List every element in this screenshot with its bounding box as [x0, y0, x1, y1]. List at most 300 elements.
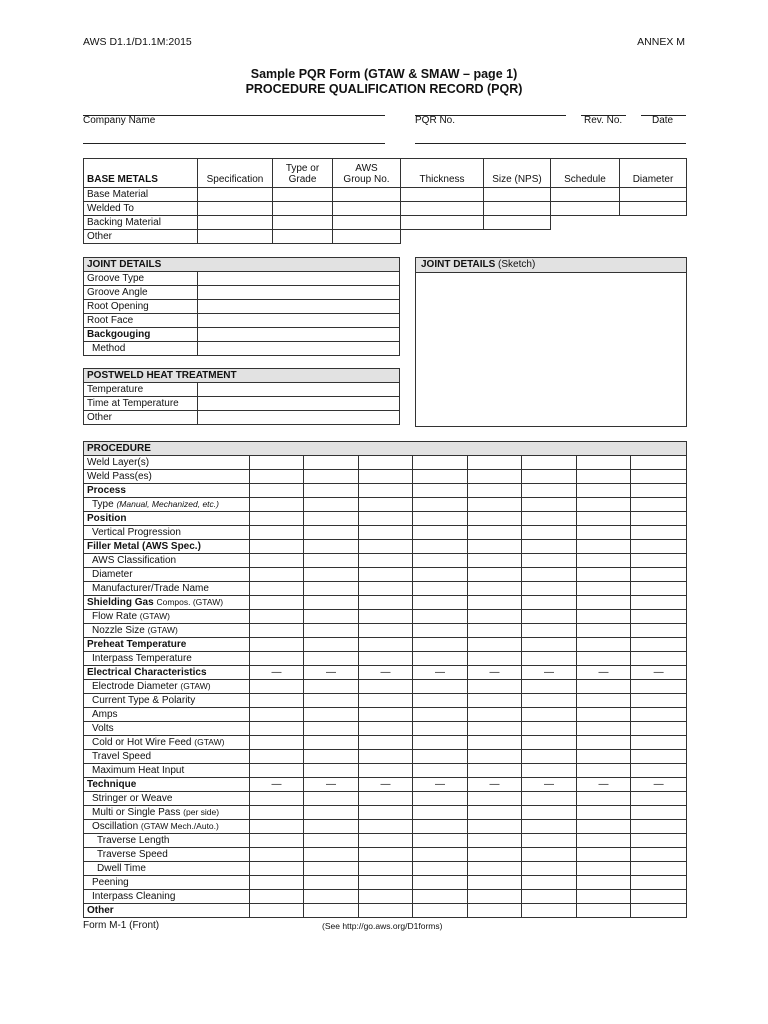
procedure-input-cell[interactable] — [304, 638, 359, 652]
pwht-input-cell[interactable] — [198, 383, 400, 397]
procedure-input-cell[interactable] — [304, 568, 359, 582]
procedure-input-cell[interactable] — [468, 820, 522, 834]
procedure-input-cell[interactable] — [577, 652, 631, 666]
joint-details-input-cell[interactable] — [198, 314, 400, 328]
joint-sketch-box[interactable] — [415, 257, 687, 427]
base-metals-input-cell[interactable] — [401, 216, 484, 230]
procedure-input-cell[interactable] — [631, 540, 687, 554]
procedure-input-cell[interactable] — [577, 904, 631, 918]
procedure-input-cell[interactable] — [468, 456, 522, 470]
procedure-row-label — [84, 862, 250, 876]
procedure-row-label-text: Weld Pass(es) — [87, 470, 152, 482]
procedure-input-cell[interactable] — [250, 498, 304, 512]
procedure-input-cell[interactable] — [577, 680, 631, 694]
procedure-input-cell[interactable] — [522, 568, 577, 582]
procedure-input-cell[interactable] — [413, 764, 468, 778]
procedure-input-cell[interactable] — [468, 652, 522, 666]
procedure-input-cell[interactable] — [413, 680, 468, 694]
procedure-input-cell[interactable] — [577, 890, 631, 904]
procedure-input-cell[interactable] — [577, 596, 631, 610]
procedure-input-cell[interactable] — [413, 806, 468, 820]
joint-details-input-cell[interactable] — [198, 300, 400, 314]
base-metals-input-cell[interactable] — [401, 202, 484, 216]
procedure-input-cell[interactable] — [522, 764, 577, 778]
procedure-input-cell[interactable] — [304, 862, 359, 876]
procedure-input-cell[interactable] — [250, 456, 304, 470]
procedure-input-cell[interactable] — [631, 652, 687, 666]
procedure-input-cell[interactable] — [304, 890, 359, 904]
procedure-input-cell[interactable] — [522, 554, 577, 568]
procedure-input-cell[interactable] — [413, 834, 468, 848]
procedure-input-cell[interactable] — [304, 694, 359, 708]
procedure-input-cell[interactable] — [522, 596, 577, 610]
procedure-input-cell[interactable] — [359, 498, 413, 512]
procedure-input-cell[interactable] — [631, 792, 687, 806]
procedure-input-cell[interactable] — [577, 862, 631, 876]
procedure-input-cell[interactable] — [468, 806, 522, 820]
procedure-input-cell[interactable] — [304, 708, 359, 722]
procedure-input-cell[interactable] — [522, 750, 577, 764]
procedure-input-cell[interactable] — [413, 582, 468, 596]
procedure-input-cell[interactable] — [631, 610, 687, 624]
procedure-input-cell[interactable] — [468, 750, 522, 764]
procedure-input-cell[interactable] — [250, 582, 304, 596]
procedure-input-cell[interactable] — [304, 610, 359, 624]
procedure-input-cell[interactable] — [631, 708, 687, 722]
procedure-input-cell[interactable] — [359, 736, 413, 750]
base-metals-input-cell[interactable] — [551, 188, 620, 202]
base-metals-input-cell[interactable] — [273, 202, 333, 216]
procedure-input-cell[interactable] — [359, 862, 413, 876]
procedure-input-cell[interactable] — [468, 680, 522, 694]
joint-details-input-cell[interactable] — [198, 328, 400, 342]
procedure-input-cell[interactable] — [359, 568, 413, 582]
procedure-input-cell[interactable] — [250, 708, 304, 722]
procedure-input-cell[interactable] — [250, 624, 304, 638]
procedure-input-cell[interactable] — [631, 498, 687, 512]
procedure-input-cell[interactable] — [359, 624, 413, 638]
procedure-row-label — [84, 610, 250, 624]
procedure-input-cell[interactable] — [413, 484, 468, 498]
procedure-input-cell[interactable] — [250, 484, 304, 498]
procedure-input-cell[interactable] — [631, 806, 687, 820]
procedure-input-cell[interactable] — [522, 484, 577, 498]
joint-details-input-cell[interactable] — [198, 272, 400, 286]
procedure-input-cell[interactable] — [631, 694, 687, 708]
procedure-input-cell[interactable] — [577, 456, 631, 470]
procedure-input-cell[interactable] — [522, 862, 577, 876]
procedure-input-cell[interactable] — [522, 610, 577, 624]
procedure-input-cell[interactable] — [359, 554, 413, 568]
procedure-input-cell[interactable] — [250, 750, 304, 764]
procedure-input-cell[interactable] — [359, 848, 413, 862]
procedure-input-cell[interactable] — [359, 456, 413, 470]
procedure-input-cell[interactable] — [522, 512, 577, 526]
procedure-input-cell[interactable] — [631, 890, 687, 904]
procedure-input-cell[interactable] — [577, 582, 631, 596]
procedure-input-cell[interactable] — [250, 540, 304, 554]
procedure-input-cell[interactable] — [631, 876, 687, 890]
base-metals-input-cell[interactable] — [484, 202, 551, 216]
procedure-row-label — [84, 722, 250, 736]
procedure-input-cell[interactable] — [250, 568, 304, 582]
procedure-row-label — [84, 638, 250, 652]
procedure-input-cell[interactable] — [468, 582, 522, 596]
procedure-input-cell[interactable] — [304, 540, 359, 554]
procedure-input-cell[interactable] — [522, 708, 577, 722]
procedure-input-cell[interactable] — [304, 554, 359, 568]
procedure-input-cell[interactable] — [468, 512, 522, 526]
procedure-input-cell[interactable] — [359, 652, 413, 666]
procedure-input-cell[interactable] — [359, 806, 413, 820]
procedure-input-cell[interactable] — [468, 834, 522, 848]
procedure-input-cell[interactable] — [468, 792, 522, 806]
procedure-input-cell[interactable] — [359, 834, 413, 848]
procedure-input-cell[interactable] — [522, 498, 577, 512]
procedure-input-cell[interactable] — [304, 876, 359, 890]
procedure-input-cell[interactable] — [304, 722, 359, 736]
procedure-input-cell[interactable] — [413, 862, 468, 876]
procedure-input-cell[interactable] — [577, 722, 631, 736]
procedure-input-cell[interactable] — [522, 680, 577, 694]
procedure-input-cell[interactable] — [631, 820, 687, 834]
procedure-input-cell[interactable] — [413, 456, 468, 470]
procedure-input-cell[interactable] — [468, 722, 522, 736]
base-metals-input-cell[interactable] — [198, 230, 273, 244]
procedure-input-cell[interactable] — [577, 764, 631, 778]
base-metals-input-cell[interactable] — [273, 216, 333, 230]
procedure-input-cell[interactable] — [304, 806, 359, 820]
procedure-input-cell[interactable] — [522, 736, 577, 750]
procedure-input-cell[interactable] — [468, 470, 522, 484]
procedure-input-cell[interactable] — [304, 834, 359, 848]
procedure-input-cell[interactable] — [468, 526, 522, 540]
procedure-input-cell[interactable] — [304, 736, 359, 750]
procedure-input-cell[interactable] — [359, 610, 413, 624]
procedure-input-cell[interactable] — [577, 568, 631, 582]
procedure-input-cell[interactable] — [413, 596, 468, 610]
procedure-input-cell[interactable] — [359, 750, 413, 764]
procedure-input-cell[interactable] — [304, 582, 359, 596]
procedure-input-cell[interactable] — [304, 484, 359, 498]
procedure-input-cell[interactable] — [577, 512, 631, 526]
procedure-input-cell[interactable] — [631, 512, 687, 526]
procedure-input-cell[interactable] — [304, 596, 359, 610]
procedure-input-cell[interactable] — [522, 806, 577, 820]
procedure-input-cell[interactable] — [304, 750, 359, 764]
pqr-info-line-2[interactable] — [415, 143, 686, 144]
procedure-input-cell[interactable] — [631, 582, 687, 596]
base-metals-input-cell[interactable] — [333, 216, 401, 230]
procedure-input-cell[interactable] — [522, 526, 577, 540]
procedure-input-cell[interactable] — [522, 904, 577, 918]
procedure-input-cell[interactable] — [522, 624, 577, 638]
procedure-input-cell[interactable] — [522, 694, 577, 708]
joint-details-input-cell[interactable] — [198, 342, 400, 356]
procedure-input-cell[interactable] — [577, 484, 631, 498]
procedure-input-cell[interactable] — [577, 876, 631, 890]
procedure-input-cell[interactable] — [468, 610, 522, 624]
base-metals-col-header: Schedule — [551, 159, 620, 188]
procedure-input-cell[interactable] — [522, 820, 577, 834]
procedure-row-label — [84, 680, 250, 694]
procedure-input-cell[interactable] — [631, 848, 687, 862]
base-metals-input-cell[interactable] — [333, 230, 401, 244]
procedure-input-cell[interactable] — [413, 750, 468, 764]
procedure-input-cell[interactable] — [359, 680, 413, 694]
form-subtitle: PROCEDURE QUALIFICATION RECORD (PQR) — [245, 82, 523, 96]
procedure-input-cell[interactable] — [250, 554, 304, 568]
procedure-input-cell[interactable] — [631, 638, 687, 652]
procedure-header: PROCEDURE — [84, 442, 687, 456]
procedure-input-cell[interactable] — [413, 526, 468, 540]
procedure-input-cell[interactable] — [631, 624, 687, 638]
procedure-row-label-text: Position — [87, 512, 127, 524]
procedure-input-cell[interactable] — [522, 638, 577, 652]
procedure-input-cell[interactable] — [522, 540, 577, 554]
procedure-input-cell[interactable] — [522, 652, 577, 666]
procedure-input-cell[interactable] — [250, 862, 304, 876]
procedure-input-cell[interactable] — [304, 820, 359, 834]
base-metals-input-cell[interactable] — [401, 188, 484, 202]
procedure-input-cell[interactable] — [250, 792, 304, 806]
procedure-input-cell[interactable] — [304, 904, 359, 918]
procedure-input-cell[interactable] — [577, 526, 631, 540]
procedure-input-cell[interactable] — [522, 792, 577, 806]
procedure-input-cell[interactable] — [413, 708, 468, 722]
procedure-input-cell[interactable] — [359, 708, 413, 722]
procedure-input-cell[interactable] — [413, 848, 468, 862]
base-metals-input-cell[interactable] — [551, 202, 620, 216]
procedure-input-cell[interactable] — [413, 736, 468, 750]
procedure-input-cell[interactable] — [304, 512, 359, 526]
procedure-input-cell[interactable] — [468, 596, 522, 610]
procedure-input-cell[interactable] — [359, 526, 413, 540]
procedure-input-cell[interactable] — [577, 624, 631, 638]
base-metals-input-cell[interactable] — [333, 202, 401, 216]
procedure-input-cell[interactable] — [577, 540, 631, 554]
procedure-input-cell[interactable] — [250, 638, 304, 652]
procedure-input-cell[interactable] — [631, 722, 687, 736]
procedure-input-cell[interactable] — [631, 554, 687, 568]
procedure-input-cell[interactable] — [359, 582, 413, 596]
procedure-input-cell[interactable] — [413, 904, 468, 918]
procedure-input-cell[interactable] — [468, 694, 522, 708]
procedure-input-cell[interactable] — [631, 862, 687, 876]
procedure-input-cell[interactable] — [250, 512, 304, 526]
company-name-line-2[interactable] — [83, 143, 385, 144]
pwht-header-row — [84, 369, 400, 383]
procedure-input-cell[interactable] — [250, 904, 304, 918]
procedure-input-cell[interactable] — [468, 736, 522, 750]
base-metals-col-header: Size (NPS) — [484, 159, 551, 188]
procedure-input-cell[interactable] — [413, 694, 468, 708]
procedure-input-cell[interactable] — [250, 596, 304, 610]
procedure-input-cell[interactable] — [304, 764, 359, 778]
procedure-input-cell[interactable] — [304, 470, 359, 484]
procedure-input-cell[interactable] — [359, 484, 413, 498]
procedure-input-cell[interactable] — [304, 848, 359, 862]
procedure-input-cell[interactable] — [359, 792, 413, 806]
procedure-input-cell[interactable] — [250, 764, 304, 778]
procedure-input-cell[interactable] — [359, 638, 413, 652]
procedure-input-cell[interactable] — [413, 568, 468, 582]
procedure-input-cell[interactable] — [250, 736, 304, 750]
procedure-input-cell[interactable] — [631, 470, 687, 484]
procedure-input-cell[interactable] — [359, 890, 413, 904]
procedure-input-cell[interactable] — [359, 596, 413, 610]
procedure-input-cell[interactable] — [468, 624, 522, 638]
procedure-input-cell[interactable] — [413, 792, 468, 806]
procedure-input-cell[interactable] — [304, 680, 359, 694]
procedure-input-cell[interactable] — [413, 554, 468, 568]
procedure-input-cell[interactable] — [577, 554, 631, 568]
procedure-input-cell[interactable] — [577, 694, 631, 708]
procedure-input-cell[interactable] — [359, 540, 413, 554]
procedure-input-cell[interactable] — [468, 876, 522, 890]
procedure-input-cell[interactable] — [413, 470, 468, 484]
base-metals-input-cell[interactable] — [273, 188, 333, 202]
procedure-input-cell[interactable] — [413, 540, 468, 554]
procedure-input-cell[interactable] — [468, 554, 522, 568]
procedure-input-cell[interactable] — [631, 456, 687, 470]
procedure-input-cell[interactable] — [250, 806, 304, 820]
base-metals-row-label: Other — [84, 230, 198, 244]
procedure-input-cell[interactable] — [468, 568, 522, 582]
procedure-input-cell[interactable] — [359, 470, 413, 484]
procedure-input-cell[interactable] — [631, 736, 687, 750]
procedure-input-cell[interactable] — [577, 498, 631, 512]
procedure-input-cell[interactable] — [413, 624, 468, 638]
procedure-input-cell[interactable] — [250, 820, 304, 834]
procedure-input-cell[interactable] — [577, 834, 631, 848]
procedure-input-cell[interactable] — [468, 848, 522, 862]
procedure-input-cell[interactable] — [577, 610, 631, 624]
procedure-input-cell[interactable] — [250, 610, 304, 624]
procedure-input-cell[interactable] — [577, 708, 631, 722]
procedure-input-cell[interactable] — [631, 484, 687, 498]
procedure-input-cell[interactable] — [631, 764, 687, 778]
procedure-input-cell[interactable] — [577, 736, 631, 750]
procedure-input-cell[interactable] — [359, 722, 413, 736]
procedure-input-cell[interactable] — [359, 512, 413, 526]
procedure-input-cell[interactable] — [250, 470, 304, 484]
form-title: Sample PQR Form (GTAW & SMAW – page 1) — [250, 67, 518, 81]
procedure-input-cell[interactable] — [468, 498, 522, 512]
procedure-input-cell[interactable] — [413, 652, 468, 666]
pwht-input-cell[interactable] — [198, 411, 400, 425]
procedure-input-cell[interactable] — [359, 904, 413, 918]
procedure-input-cell[interactable] — [631, 526, 687, 540]
procedure-input-cell[interactable] — [413, 610, 468, 624]
procedure-input-cell[interactable] — [577, 638, 631, 652]
procedure-input-cell[interactable] — [250, 694, 304, 708]
forms-url[interactable]: (See http://go.aws.org/D1forms) — [322, 921, 443, 931]
procedure-input-cell[interactable] — [522, 848, 577, 862]
base-metals-input-cell[interactable] — [484, 216, 551, 230]
procedure-input-cell[interactable] — [250, 876, 304, 890]
procedure-input-cell[interactable] — [522, 456, 577, 470]
procedure-input-cell[interactable] — [577, 820, 631, 834]
joint-details-input-cell[interactable] — [198, 286, 400, 300]
procedure-input-cell[interactable] — [468, 890, 522, 904]
procedure-input-cell[interactable] — [413, 890, 468, 904]
procedure-input-cell[interactable] — [468, 708, 522, 722]
base-metals-input-cell[interactable] — [620, 188, 687, 202]
base-metals-input-cell[interactable] — [198, 188, 273, 202]
procedure-input-cell[interactable] — [250, 526, 304, 540]
procedure-input-cell[interactable] — [522, 722, 577, 736]
procedure-input-cell[interactable] — [413, 876, 468, 890]
base-metals-input-cell[interactable] — [198, 216, 273, 230]
procedure-input-cell[interactable] — [468, 862, 522, 876]
procedure-input-cell[interactable] — [359, 764, 413, 778]
base-metals-input-cell[interactable] — [333, 188, 401, 202]
procedure-input-cell[interactable] — [522, 582, 577, 596]
procedure-input-cell[interactable] — [468, 764, 522, 778]
procedure-input-cell[interactable] — [304, 624, 359, 638]
procedure-input-cell[interactable] — [359, 820, 413, 834]
procedure-input-cell[interactable] — [468, 904, 522, 918]
procedure-input-cell[interactable] — [577, 792, 631, 806]
procedure-input-cell[interactable] — [413, 820, 468, 834]
procedure-input-cell[interactable] — [631, 834, 687, 848]
base-metals-input-cell[interactable] — [484, 188, 551, 202]
procedure-input-cell[interactable] — [468, 540, 522, 554]
procedure-input-cell[interactable] — [522, 470, 577, 484]
procedure-input-cell[interactable] — [577, 848, 631, 862]
base-metals-input-cell[interactable] — [620, 202, 687, 216]
procedure-input-cell[interactable] — [413, 638, 468, 652]
procedure-input-cell[interactable] — [468, 638, 522, 652]
procedure-input-cell[interactable] — [304, 498, 359, 512]
procedure-input-cell[interactable] — [250, 680, 304, 694]
procedure-row-label-text: Technique — [87, 778, 137, 790]
procedure-input-cell[interactable] — [413, 498, 468, 512]
pwht-input-cell[interactable] — [198, 397, 400, 411]
procedure-input-cell[interactable] — [304, 526, 359, 540]
procedure-input-cell[interactable] — [522, 890, 577, 904]
procedure-input-cell[interactable] — [413, 512, 468, 526]
procedure-row-label — [84, 470, 250, 484]
procedure-input-cell[interactable] — [631, 904, 687, 918]
base-metals-row — [84, 216, 687, 230]
procedure-input-cell[interactable] — [304, 792, 359, 806]
procedure-input-cell[interactable] — [250, 834, 304, 848]
procedure-input-cell[interactable] — [577, 750, 631, 764]
procedure-input-cell[interactable] — [250, 848, 304, 862]
base-metals-input-cell[interactable] — [198, 202, 273, 216]
procedure-input-cell[interactable] — [468, 484, 522, 498]
procedure-input-cell[interactable] — [631, 750, 687, 764]
procedure-input-cell[interactable] — [577, 470, 631, 484]
procedure-input-cell[interactable] — [250, 722, 304, 736]
procedure-input-cell[interactable] — [304, 456, 359, 470]
procedure-input-cell[interactable] — [631, 596, 687, 610]
procedure-input-cell[interactable] — [577, 806, 631, 820]
base-metals-input-cell[interactable] — [273, 230, 333, 244]
procedure-input-cell[interactable] — [250, 890, 304, 904]
procedure-input-cell[interactable] — [359, 694, 413, 708]
procedure-input-cell[interactable] — [359, 876, 413, 890]
procedure-input-cell[interactable] — [631, 680, 687, 694]
procedure-input-cell[interactable] — [250, 652, 304, 666]
procedure-input-cell[interactable] — [631, 568, 687, 582]
procedure-input-cell[interactable] — [304, 652, 359, 666]
procedure-input-cell[interactable] — [522, 876, 577, 890]
procedure-input-cell[interactable] — [413, 722, 468, 736]
procedure-input-cell[interactable] — [522, 834, 577, 848]
